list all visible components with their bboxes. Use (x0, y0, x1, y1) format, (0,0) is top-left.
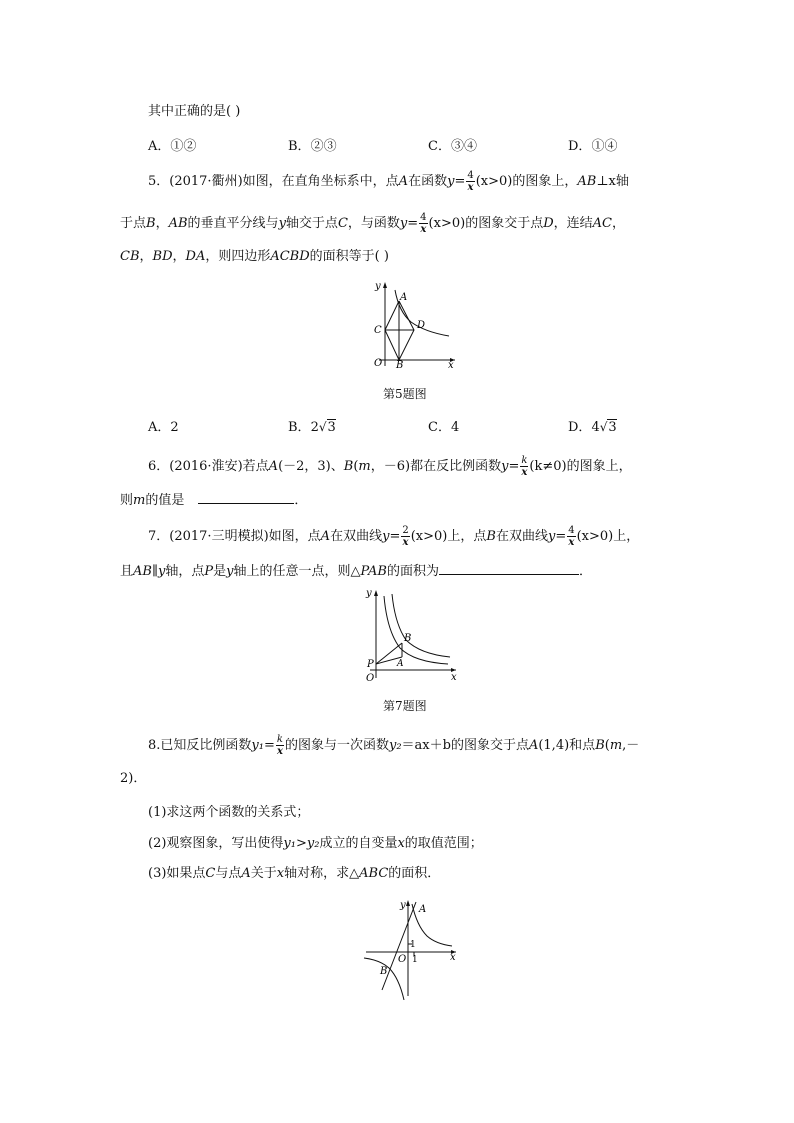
q6-line-1: 6．(2016·淮安)若点A(－2，3)、B(m，－6)都在反比例函数y= $\frac{k}{x}$ (k≠0)的图象上， (148, 455, 632, 478)
option-b[interactable]: B．②③ (288, 139, 337, 154)
q7-label-p: P (367, 659, 374, 670)
q5-label-b: B (396, 360, 404, 370)
q7-answer-blank[interactable] (439, 561, 579, 575)
q8-label-a: A (419, 904, 427, 915)
q5-line-3: CB，BD，DA，则四边形ACBD的面积等于( ) (120, 249, 389, 264)
q7-fraction-2: $\frac{4}{x}$ (568, 525, 575, 548)
q5-option-c[interactable]: C．4 (428, 420, 460, 435)
q8-figure (362, 896, 462, 1000)
q5-label-c: C (374, 325, 382, 336)
q8-sub-1: (1)求这两个函数的关系式； (148, 805, 310, 820)
q5-options (148, 416, 618, 435)
option-a[interactable]: A．①② (148, 139, 197, 154)
q7-line-1: 7．(2017·三明模拟)如图，点A在双曲线y= $\frac{2}{x}$ (x>0)上，点B在双曲线y= $\frac{4}{x}$ (x>0)上， (148, 525, 640, 548)
q8-sub-2: (2)观察图象，写出使得y₁>y₂成立的自变量x的取值范围； (148, 836, 483, 851)
q5-label-y: y (375, 281, 381, 292)
option-c[interactable]: C．③④ (428, 139, 477, 154)
q5-line-1: 5．(2017·衢州)如图，在直角坐标系中，点A在函数y= $\frac{4}{x}$ (x>0)的图象上，AB⊥x轴 (148, 170, 629, 193)
q5-option-b[interactable]: B．2√3 (288, 420, 336, 435)
q7-line-2: 且AB∥y轴，点P是y轴上的任意一点，则△PAB的面积为 ． (120, 561, 592, 581)
q5-label-x: x (448, 360, 454, 370)
q8-label-one-x: 1 (412, 955, 418, 965)
q7-label-b: B (404, 633, 412, 644)
q6-line-2: 则m的值是 ． (120, 490, 307, 510)
q5-option-a[interactable]: A．2 (148, 420, 179, 435)
q8-sub-3: (3)如果点C与点A关于x轴对称，求△ABC的面积． (148, 866, 441, 881)
prev-question-options (148, 135, 618, 154)
q5-figure-caption: 第5题图 (383, 387, 427, 401)
q6-fraction: $\frac{k}{x}$ (521, 455, 528, 478)
q8-y-arrow (406, 900, 410, 906)
q8-hyperbola-q1 (412, 904, 452, 946)
q5-label-a: A (400, 292, 408, 303)
q7-figure (362, 586, 460, 684)
q7-figure-caption: 第7题图 (383, 699, 427, 713)
q5-fraction-2: $\frac{4}{x}$ (420, 212, 427, 235)
q7-label-o: O (366, 673, 375, 684)
q7-fraction-1: $\frac{2}{x}$ (402, 525, 409, 548)
q5-y-arrow (383, 282, 387, 288)
q7-label-x: x (451, 672, 457, 683)
q7-y-arrow (374, 590, 378, 596)
q5-label-d: D (417, 320, 426, 331)
q5-label-o: O (374, 358, 383, 369)
q7-hyperbola-outer (392, 594, 450, 657)
q5-option-d[interactable]: D．4√3 (568, 420, 617, 435)
q8-label-x: x (450, 952, 456, 963)
q6-answer-blank[interactable] (198, 490, 294, 504)
q8-line-1: 8.已知反比例函数y₁= $\frac{k}{x}$ 的图象与一次函数y₂＝ax＋b的图象交于点A(1,4)和点B(m,－ (148, 734, 640, 757)
option-d[interactable]: D．①④ (568, 139, 618, 154)
q5-fraction: $\frac{4}{x}$ (467, 170, 474, 193)
q8-label-y: y (400, 900, 406, 911)
q7-label-a: A (397, 659, 404, 669)
q5-figure (365, 278, 460, 370)
q7-label-y: y (366, 588, 372, 599)
prev-question-stem: 其中正确的是( ) (148, 104, 241, 119)
q8-label-one-y: 1 (410, 940, 416, 950)
q8-label-b: B (380, 966, 388, 977)
q8-line-2: 2)． (120, 771, 147, 786)
q8-fraction: $\frac{k}{x}$ (276, 734, 283, 757)
q8-label-o: O (398, 954, 407, 965)
q5-line-2: 于点B，AB的垂直平分线与y轴交于点C，与函数y= $\frac{4}{x}$ (x>0)的图象交于点D，连结AC， (120, 212, 626, 235)
